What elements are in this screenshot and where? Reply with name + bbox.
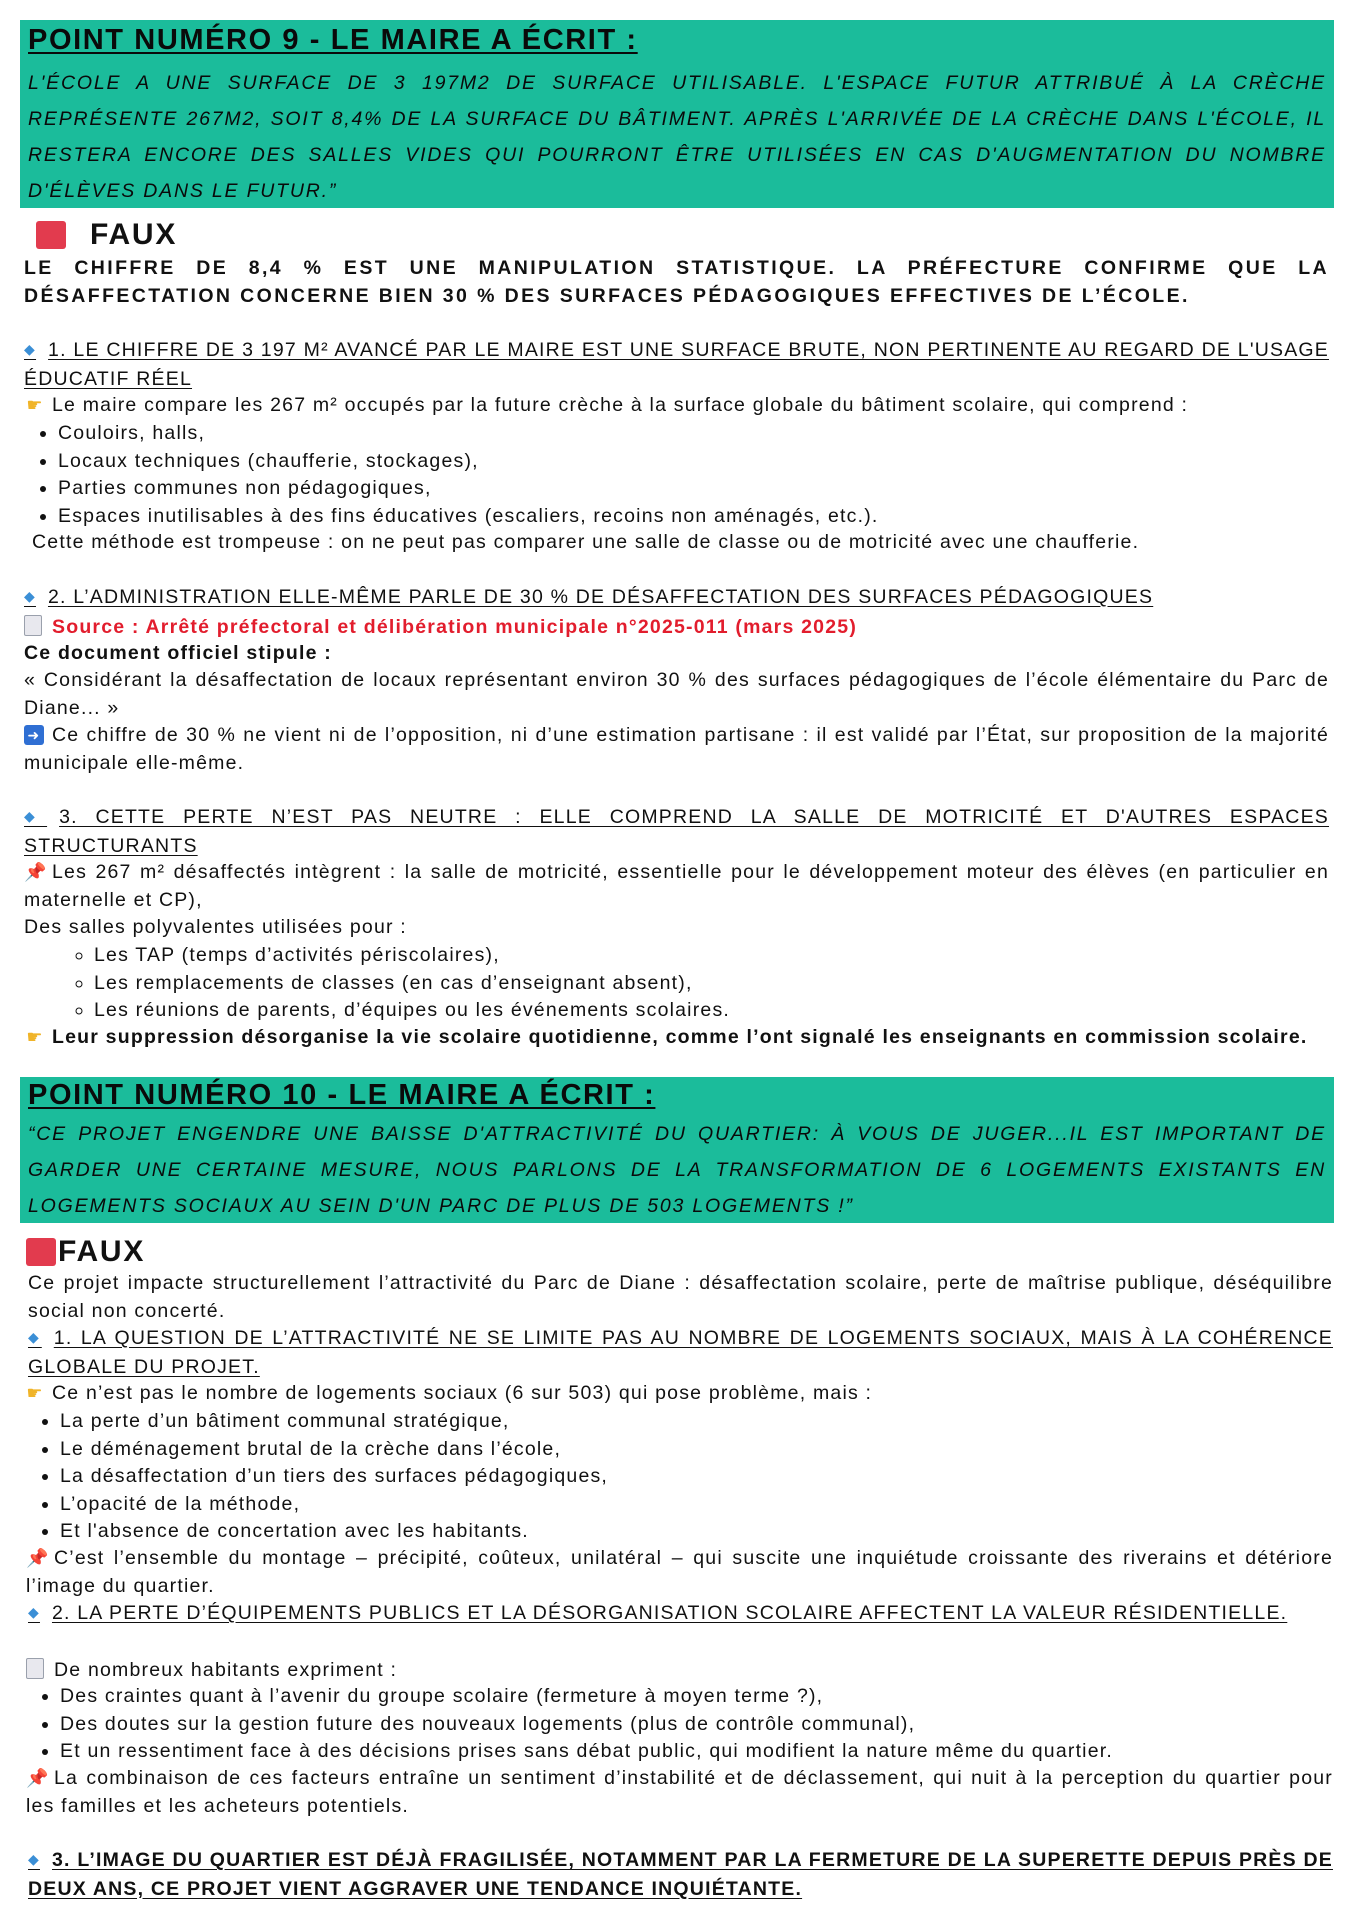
list-item: • Des doutes sur la gestion future des nouveaux logements (plus de contrôle communal), <box>60 1711 1357 1739</box>
point10-highlight-box <box>20 1077 1334 1223</box>
verdict-label: FAUX <box>58 1235 146 1268</box>
pointing-hand-icon: ☛ <box>26 1383 44 1403</box>
point10-s1-conclusion: 📌 C’est l’ensemble du montage – précipité, coûteux, unilatéral – qui suscite une inquiétude croissante des riverains et détériore l’image du quartier. <box>26 1547 1333 1597</box>
red-square-icon <box>26 1238 56 1266</box>
diamond-icon: ◆ <box>24 341 37 357</box>
point9-s2-stipule: Ce document officiel stipule : <box>24 642 332 664</box>
list-item: • Le déménagement brutal de la crèche dans l’école, <box>60 1436 1357 1464</box>
point9-s3-conclusion: ☛ Leur suppression désorganise la vie scolaire quotidienne, comme l’ont signalé les enseignants en commission scolaire. <box>24 1024 1329 1052</box>
point9-highlight-box <box>20 20 1334 208</box>
pushpin-icon: 📌 <box>26 1548 50 1568</box>
pointing-hand-icon: ☛ <box>26 395 44 415</box>
point9-s2-conclusion: ➜ Ce chiffre de 30 % ne vient ni de l’opposition, ni d’une estimation partisane : il est validé par l’État, sur proposition de la majorité municipale elle-même. <box>24 724 1329 774</box>
point9-quote: L'ÉCOLE A UNE SURFACE DE 3 197M2 DE SURFACE UTILISABLE. L'ESPACE FUTUR ATTRIBUÉ À LA CRÈCHE REPRÉSENTE 267M2, SOIT 8,4% DE LA SURFACE DU BÂTIMENT. APRÈS L'ARRIVÉE DE LA CRÈCHE DANS L'ÉCOLE, IL RESTERA ENCORE DES SALLES VIDES QUI POURRONT ÊTRE UTILISÉES EN CAS D'AUGMENTATION DU NOMBRE D'ÉLÈVES DANS LE FUTUR.” <box>28 72 1326 202</box>
point10-title: POINT NUMÉRO 10 - LE MAIRE A ÉCRIT : <box>28 1079 656 1111</box>
list-item: • La perte d’un bâtiment communal stratégique, <box>60 1408 1357 1436</box>
point9-title: POINT NUMÉRO 9 - LE MAIRE A ÉCRIT : <box>28 24 638 56</box>
list-item: • Couloirs, halls, <box>58 420 1357 448</box>
point10-s1-intro: ☛ Ce n’est pas le nombre de logements sociaux (6 sur 503) qui pose problème, mais : <box>24 1380 1329 1408</box>
list-item: • La désaffectation d’un tiers des surfaces pédagogiques, <box>60 1463 1357 1491</box>
point9-verdict <box>36 218 177 252</box>
pushpin-icon: 📌 <box>26 1768 50 1788</box>
point9-s2-citation: « Considérant la désaffectation de locaux représentant environ 30 % des surfaces pédagogiques de l’école élémentaire du Parc de Diane... » <box>24 669 1329 719</box>
diamond-icon: ◆ <box>28 1329 42 1345</box>
point10-quote: “CE PROJET ENGENDRE UNE BAISSE D'ATTRACTIVITÉ DU QUARTIER: À VOUS DE JUGER...IL EST IMPORTANT DE GARDER UNE CERTAINE MESURE, NOUS PARLONS DE LA TRANSFORMATION DE 6 LOGEMENTS EXISTANTS EN LOGEMENTS SOCIAUX AU SEIN D'UN PARC DE PLUS DE 503 LOGEMENTS !” <box>28 1123 1326 1217</box>
point9-s2-source: Source : Arrêté préfectoral et délibération municipale n°2025-011 (mars 2025) <box>24 612 1329 642</box>
list-item: • Et l'absence de concertation avec les habitants. <box>60 1518 1357 1546</box>
point9-s3-list <box>24 942 1357 1025</box>
pushpin-icon: 📌 <box>24 862 48 882</box>
list-item: • Et un ressentiment face à des décisions prises sans débat public, qui modifient la nature même du quartier. <box>60 1738 1357 1766</box>
point9-s1-list <box>24 420 1357 530</box>
point9-s3-heading: ◆ 3. CETTE PERTE N’EST PAS NEUTRE : ELLE COMPREND LA SALLE DE MOTRICITÉ ET D'AUTRES ESPACES STRUCTURANTS <box>24 806 1330 857</box>
point10-s1-list <box>26 1408 1357 1546</box>
list-item: ◦ Les réunions de parents, d’équipes ou les événements scolaires. <box>94 997 1357 1025</box>
list-item: • L’opacité de la méthode, <box>60 1491 1357 1519</box>
list-item: ◦ Les TAP (temps d’activités périscolaires), <box>94 942 1357 970</box>
list-item: • Des craintes quant à l’avenir du groupe scolaire (fermeture à moyen terme ?), <box>60 1683 1357 1711</box>
list-item: • Espaces inutilisables à des fins éducatives (escaliers, recoins non aménagés, etc.). <box>58 503 1357 531</box>
list-item: • Parties communes non pédagogiques, <box>58 475 1357 503</box>
point10-s3-heading: ◆ 3. L’IMAGE DU QUARTIER EST DÉJÀ FRAGILISÉE, NOTAMMENT PAR LA FERMETURE DE LA SUPERETTE DEPUIS PRÈS DE DEUX ANS, CE PROJET VIENT AGGRAVER UNE TENDANCE INQUIÉTANTE. <box>28 1849 1333 1900</box>
point10-s2-heading: ◆ 2. LA PERTE D’ÉQUIPEMENTS PUBLICS ET LA DÉSORGANISATION SCOLAIRE AFFECTENT LA VALEUR RÉSIDENTIELLE. <box>28 1602 1288 1624</box>
point9-s2-heading: ◆ 2. L’ADMINISTRATION ELLE-MÊME PARLE DE 30 % DE DÉSAFFECTATION DES SURFACES PÉDAGOGIQUES <box>24 586 1154 608</box>
point9-summary: LE CHIFFRE DE 8,4 % EST UNE MANIPULATION STATISTIQUE. LA PRÉFECTURE CONFIRME QUE LA DÉSAFFECTATION CONCERNE BIEN 30 % DES SURFACES PÉDAGOGIQUES EFFECTIVES DE L’ÉCOLE. <box>24 257 1329 307</box>
point10-s1-heading: ◆ 1. LA QUESTION DE L’ATTRACTIVITÉ NE SE LIMITE PAS AU NOMBRE DE LOGEMENTS SOCIAUX, MAIS À LA COHÉRENCE GLOBALE DU PROJET. <box>28 1327 1333 1378</box>
diamond-icon: ◆ <box>24 588 36 604</box>
diamond-icon: ◆ <box>24 808 48 824</box>
right-arrow-icon: ➜ <box>24 725 44 745</box>
point10-s2-intro: De nombreux habitants expriment : <box>26 1655 1331 1685</box>
point10-s2-conclusion: 📌 La combinaison de ces facteurs entraîne un sentiment d’instabilité et de déclassement, qui nuit à la perception du quartier pour les familles et les acheteurs potentiels. <box>26 1767 1333 1817</box>
red-square-icon <box>36 221 66 249</box>
point9-s1-intro: ☛ Le maire compare les 267 m² occupés par la future crèche à la surface globale du bâtiment scolaire, qui comprend : <box>24 392 1329 420</box>
point10-s2-list <box>26 1683 1357 1766</box>
diamond-icon: ◆ <box>28 1604 40 1620</box>
list-item: • Locaux techniques (chaufferie, stockages), <box>58 448 1357 476</box>
pointing-hand-icon: ☛ <box>26 1027 44 1047</box>
point10-verdict <box>26 1235 145 1269</box>
list-item: ◦ Les remplacements de classes (en cas d’enseignant absent), <box>94 970 1357 998</box>
verdict-label: FAUX <box>90 218 178 251</box>
document-icon <box>24 615 42 636</box>
document-icon <box>26 1658 44 1679</box>
point9-s3-p2: Des salles polyvalentes utilisées pour : <box>24 916 407 938</box>
point9-s1-outro: Cette méthode est trompeuse : on ne peut pas comparer une salle de classe ou de motricité avec une chaufferie. <box>32 531 1140 553</box>
point9-s1-heading: ◆ 1. LE CHIFFRE DE 3 197 M² AVANCÉ PAR LE MAIRE EST UNE SURFACE BRUTE, NON PERTINENTE AU REGARD DE L'USAGE ÉDUCATIF RÉEL <box>24 339 1330 390</box>
diamond-icon: ◆ <box>28 1851 40 1867</box>
point9-s3-p1: 📌 Les 267 m² désaffectés intègrent : la salle de motricité, essentielle pour le développement moteur des élèves (en particulier en maternelle et CP), <box>24 861 1329 911</box>
point10-summary: Ce projet impacte structurellement l’attractivité du Parc de Diane : désaffectation scolaire, perte de maîtrise publique, déséquilibre social non concerté. <box>28 1272 1333 1322</box>
